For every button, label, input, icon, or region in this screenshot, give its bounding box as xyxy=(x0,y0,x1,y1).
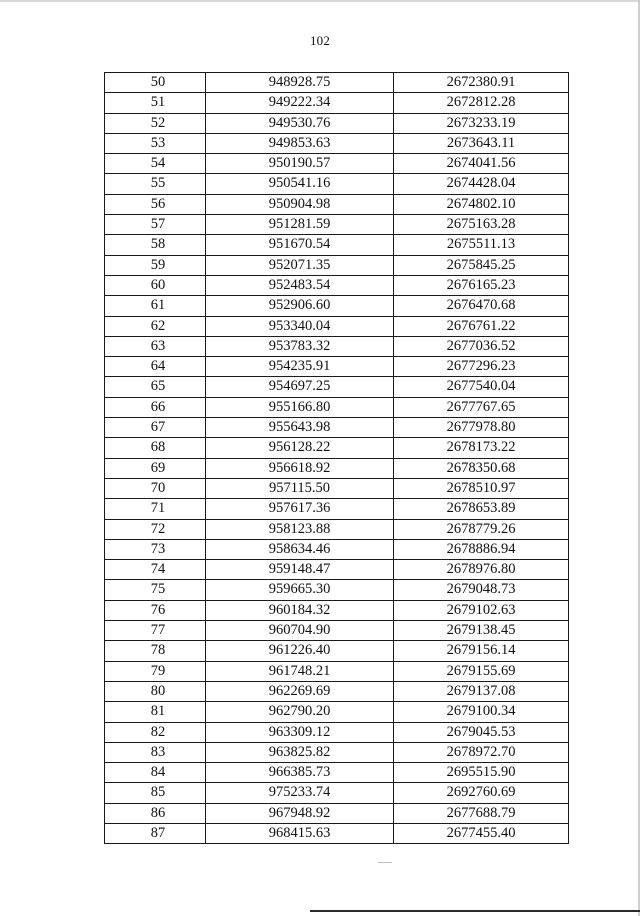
point-number-cell: 64 xyxy=(105,357,206,377)
point-number-cell: 59 xyxy=(105,255,206,275)
y-coordinate-cell: 2679102.63 xyxy=(394,600,569,620)
x-coordinate-cell: 961748.21 xyxy=(206,661,394,681)
y-coordinate-cell: 2678653.89 xyxy=(394,499,569,519)
point-number-cell: 63 xyxy=(105,336,206,356)
page-number: 102 xyxy=(309,33,331,48)
x-coordinate-cell: 954697.25 xyxy=(206,377,394,397)
point-number-cell: 82 xyxy=(105,722,206,742)
y-coordinate-cell: 2672812.28 xyxy=(394,93,569,113)
point-number-cell: 75 xyxy=(105,580,206,600)
x-coordinate-cell: 949530.76 xyxy=(206,113,394,133)
table-row xyxy=(105,763,569,783)
y-coordinate-cell: 2675163.28 xyxy=(394,215,569,235)
table-row xyxy=(105,783,569,803)
y-coordinate-cell: 2677688.79 xyxy=(394,803,569,823)
table-row xyxy=(105,215,569,235)
y-coordinate-cell: 2679156.14 xyxy=(394,641,569,661)
y-coordinate-cell: 2673643.11 xyxy=(394,133,569,153)
point-number-cell: 68 xyxy=(105,438,206,458)
x-coordinate-cell: 956618.92 xyxy=(206,458,394,478)
table-row xyxy=(105,377,569,397)
point-number-cell: 81 xyxy=(105,702,206,722)
y-coordinate-cell: 2679137.08 xyxy=(394,681,569,701)
x-coordinate-cell: 948928.75 xyxy=(206,73,394,93)
y-coordinate-cell: 2674428.04 xyxy=(394,174,569,194)
point-number-cell: 51 xyxy=(105,93,206,113)
scan-edge-top xyxy=(0,0,640,2)
table-row xyxy=(105,275,569,295)
x-coordinate-cell: 953783.32 xyxy=(206,336,394,356)
x-coordinate-cell: 961226.40 xyxy=(206,641,394,661)
point-number-cell: 67 xyxy=(105,418,206,438)
x-coordinate-cell: 958123.88 xyxy=(206,519,394,539)
y-coordinate-cell: 2678173.22 xyxy=(394,438,569,458)
point-number-cell: 87 xyxy=(105,823,206,843)
y-coordinate-cell: 2677540.04 xyxy=(394,377,569,397)
point-number-cell: 52 xyxy=(105,113,206,133)
y-coordinate-cell: 2679100.34 xyxy=(394,702,569,722)
table-row xyxy=(105,681,569,701)
y-coordinate-cell: 2677767.65 xyxy=(394,397,569,417)
point-number-cell: 69 xyxy=(105,458,206,478)
point-number-cell: 55 xyxy=(105,174,206,194)
y-coordinate-cell: 2692760.69 xyxy=(394,783,569,803)
x-coordinate-cell: 955166.80 xyxy=(206,397,394,417)
point-number-cell: 70 xyxy=(105,478,206,498)
table-row xyxy=(105,133,569,153)
table-row xyxy=(105,742,569,762)
y-coordinate-cell: 2677978.80 xyxy=(394,418,569,438)
x-coordinate-cell: 968415.63 xyxy=(206,823,394,843)
x-coordinate-cell: 953340.04 xyxy=(206,316,394,336)
x-coordinate-cell: 963825.82 xyxy=(206,742,394,762)
y-coordinate-cell: 2679045.53 xyxy=(394,722,569,742)
coordinate-table-body xyxy=(105,73,569,844)
y-coordinate-cell: 2674041.56 xyxy=(394,154,569,174)
y-coordinate-cell: 2677296.23 xyxy=(394,357,569,377)
point-number-cell: 66 xyxy=(105,397,206,417)
x-coordinate-cell: 950904.98 xyxy=(206,194,394,214)
table-row xyxy=(105,73,569,93)
x-coordinate-cell: 956128.22 xyxy=(206,438,394,458)
point-number-cell: 61 xyxy=(105,296,206,316)
table-row xyxy=(105,255,569,275)
table-row xyxy=(105,519,569,539)
x-coordinate-cell: 975233.74 xyxy=(206,783,394,803)
x-coordinate-cell: 963309.12 xyxy=(206,722,394,742)
point-number-cell: 57 xyxy=(105,215,206,235)
y-coordinate-cell: 2678510.97 xyxy=(394,478,569,498)
y-coordinate-cell: 2676761.22 xyxy=(394,316,569,336)
point-number-cell: 56 xyxy=(105,194,206,214)
table-row xyxy=(105,194,569,214)
table-row xyxy=(105,296,569,316)
point-number-cell: 65 xyxy=(105,377,206,397)
x-coordinate-cell: 962790.20 xyxy=(206,702,394,722)
y-coordinate-cell: 2673233.19 xyxy=(394,113,569,133)
table-row xyxy=(105,499,569,519)
y-coordinate-cell: 2678972.70 xyxy=(394,742,569,762)
x-coordinate-cell: 952906.60 xyxy=(206,296,394,316)
y-coordinate-cell: 2675511.13 xyxy=(394,235,569,255)
table-row xyxy=(105,235,569,255)
point-number-cell: 50 xyxy=(105,73,206,93)
x-coordinate-cell: 950541.16 xyxy=(206,174,394,194)
table-row xyxy=(105,722,569,742)
table-row xyxy=(105,621,569,641)
y-coordinate-cell: 2679155.69 xyxy=(394,661,569,681)
x-coordinate-cell: 955643.98 xyxy=(206,418,394,438)
x-coordinate-cell: 960704.90 xyxy=(206,621,394,641)
x-coordinate-cell: 959148.47 xyxy=(206,560,394,580)
table-row xyxy=(105,823,569,843)
x-coordinate-cell: 957115.50 xyxy=(206,478,394,498)
y-coordinate-cell: 2678886.94 xyxy=(394,539,569,559)
x-coordinate-cell: 962269.69 xyxy=(206,681,394,701)
point-number-cell: 72 xyxy=(105,519,206,539)
point-number-cell: 74 xyxy=(105,560,206,580)
x-coordinate-cell: 966385.73 xyxy=(206,763,394,783)
table-row xyxy=(105,418,569,438)
point-number-cell: 80 xyxy=(105,681,206,701)
point-number-cell: 60 xyxy=(105,275,206,295)
table-row xyxy=(105,174,569,194)
point-number-cell: 77 xyxy=(105,621,206,641)
x-coordinate-cell: 952071.35 xyxy=(206,255,394,275)
point-number-cell: 73 xyxy=(105,539,206,559)
table-row xyxy=(105,478,569,498)
point-number-cell: 54 xyxy=(105,154,206,174)
x-coordinate-cell: 949222.34 xyxy=(206,93,394,113)
point-number-cell: 71 xyxy=(105,499,206,519)
table-row xyxy=(105,539,569,559)
y-coordinate-cell: 2679048.73 xyxy=(394,580,569,600)
y-coordinate-cell: 2677455.40 xyxy=(394,823,569,843)
y-coordinate-cell: 2695515.90 xyxy=(394,763,569,783)
x-coordinate-cell: 958634.46 xyxy=(206,539,394,559)
coordinate-table xyxy=(104,72,569,844)
y-coordinate-cell: 2672380.91 xyxy=(394,73,569,93)
point-number-cell: 53 xyxy=(105,133,206,153)
table-row xyxy=(105,397,569,417)
table-row xyxy=(105,560,569,580)
table-row xyxy=(105,93,569,113)
table-row xyxy=(105,702,569,722)
table-row xyxy=(105,357,569,377)
x-coordinate-cell: 951281.59 xyxy=(206,215,394,235)
table-row xyxy=(105,438,569,458)
table-row xyxy=(105,316,569,336)
table-row xyxy=(105,336,569,356)
y-coordinate-cell: 2679138.45 xyxy=(394,621,569,641)
table-row xyxy=(105,600,569,620)
y-coordinate-cell: 2678976.80 xyxy=(394,560,569,580)
table-row xyxy=(105,154,569,174)
scan-speck xyxy=(378,862,392,863)
x-coordinate-cell: 960184.32 xyxy=(206,600,394,620)
table-row xyxy=(105,458,569,478)
y-coordinate-cell: 2676470.68 xyxy=(394,296,569,316)
x-coordinate-cell: 954235.91 xyxy=(206,357,394,377)
y-coordinate-cell: 2678779.26 xyxy=(394,519,569,539)
table-row xyxy=(105,580,569,600)
point-number-cell: 62 xyxy=(105,316,206,336)
point-number-cell: 84 xyxy=(105,763,206,783)
point-number-cell: 86 xyxy=(105,803,206,823)
x-coordinate-cell: 959665.30 xyxy=(206,580,394,600)
y-coordinate-cell: 2677036.52 xyxy=(394,336,569,356)
table-row xyxy=(105,113,569,133)
point-number-cell: 85 xyxy=(105,783,206,803)
point-number-cell: 58 xyxy=(105,235,206,255)
table-row xyxy=(105,641,569,661)
y-coordinate-cell: 2676165.23 xyxy=(394,275,569,295)
y-coordinate-cell: 2674802.10 xyxy=(394,194,569,214)
x-coordinate-cell: 950190.57 xyxy=(206,154,394,174)
table-row xyxy=(105,803,569,823)
y-coordinate-cell: 2675845.25 xyxy=(394,255,569,275)
x-coordinate-cell: 957617.36 xyxy=(206,499,394,519)
y-coordinate-cell: 2678350.68 xyxy=(394,458,569,478)
x-coordinate-cell: 951670.54 xyxy=(206,235,394,255)
point-number-cell: 78 xyxy=(105,641,206,661)
x-coordinate-cell: 967948.92 xyxy=(206,803,394,823)
bottom-rule xyxy=(310,910,640,912)
x-coordinate-cell: 949853.63 xyxy=(206,133,394,153)
point-number-cell: 76 xyxy=(105,600,206,620)
point-number-cell: 79 xyxy=(105,661,206,681)
x-coordinate-cell: 952483.54 xyxy=(206,275,394,295)
table-row xyxy=(105,661,569,681)
point-number-cell: 83 xyxy=(105,742,206,762)
